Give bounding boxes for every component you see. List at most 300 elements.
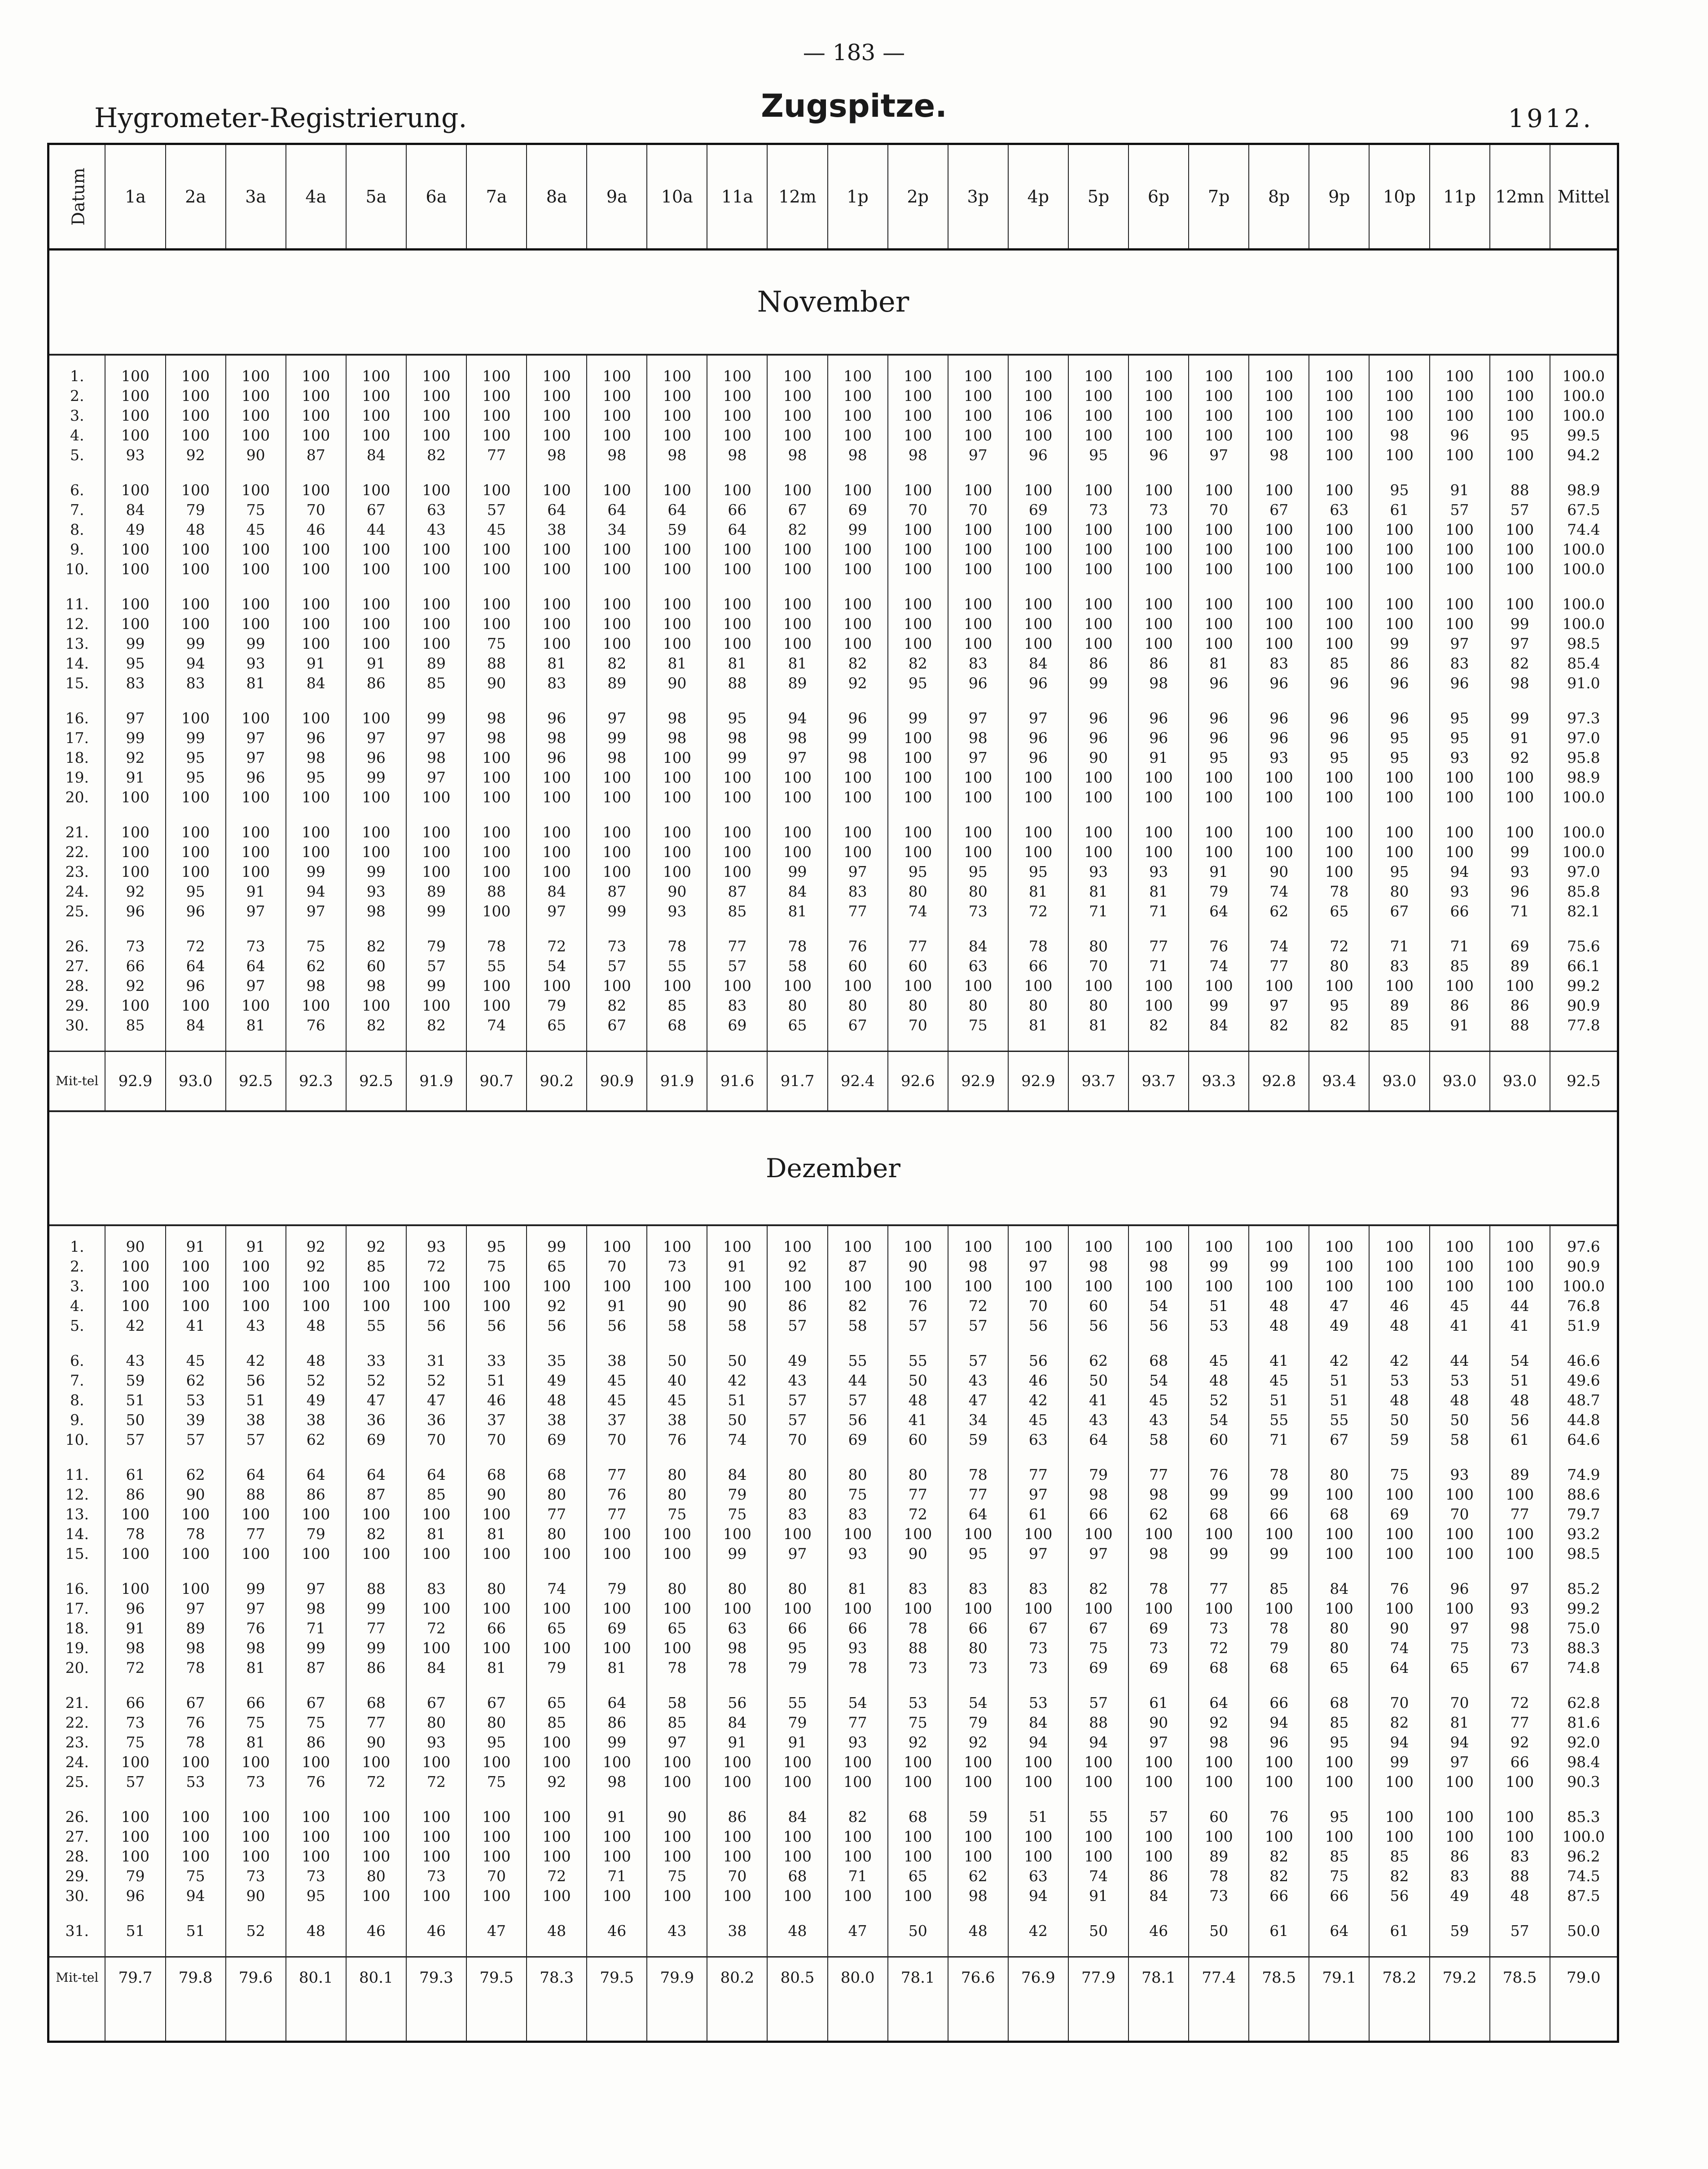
humidity-value: 48 (1490, 1390, 1550, 1410)
humidity-value: 68 (1189, 1505, 1249, 1524)
humidity-value: 45 (1430, 1296, 1490, 1316)
humidity-value: 95 (166, 882, 226, 902)
humidity-value: 82 (1249, 1847, 1309, 1866)
humidity-value: 100 (346, 842, 406, 862)
humidity-value: 95 (466, 1733, 527, 1752)
day-row (48, 1752, 1618, 1772)
hourly-mean: 93.0 (1490, 1052, 1550, 1112)
humidity-value: 100 (226, 426, 286, 445)
humidity-value: 79 (527, 996, 587, 1016)
humidity-value: 93 (647, 902, 707, 921)
humidity-value: 100 (1128, 406, 1189, 426)
humidity-value: 100 (888, 1237, 948, 1257)
humidity-value: 43 (1068, 1410, 1128, 1430)
humidity-value: 80 (647, 1485, 707, 1505)
humidity-value: 100 (1068, 1599, 1128, 1619)
hourly-mean: 93.7 (1068, 1052, 1128, 1112)
humidity-value: 100 (828, 1237, 888, 1257)
humidity-value: 50 (888, 1371, 948, 1390)
humidity-value: 93 (1430, 1465, 1490, 1485)
humidity-value: 100 (587, 862, 647, 882)
humidity-value: 100 (346, 1807, 406, 1827)
humidity-value: 77 (466, 445, 527, 465)
humidity-value: 51 (1309, 1390, 1369, 1410)
humidity-value: 90 (1369, 1619, 1429, 1638)
humidity-value: 95 (1369, 728, 1429, 748)
hourly-mean: 79.2 (1430, 1957, 1490, 1998)
humidity-value: 100 (948, 976, 1008, 996)
humidity-value: 99 (767, 862, 827, 882)
humidity-value: 100 (647, 1886, 707, 1906)
humidity-value: 98 (1189, 1733, 1249, 1752)
humidity-value: 43 (406, 520, 466, 540)
humidity-value: 100 (767, 1524, 827, 1544)
humidity-value: 77 (1490, 1713, 1550, 1733)
hourly-mean: 91.6 (707, 1052, 767, 1112)
humidity-value: 100 (948, 1599, 1008, 1619)
humidity-value: 100 (1189, 614, 1249, 634)
humidity-value: 51 (1309, 1371, 1369, 1390)
humidity-value: 72 (406, 1619, 466, 1638)
humidity-value: 72 (527, 937, 587, 956)
humidity-value: 100 (948, 1524, 1008, 1544)
humidity-value: 57 (948, 1351, 1008, 1371)
humidity-value: 100 (346, 788, 406, 807)
humidity-value: 85 (1249, 1579, 1309, 1599)
humidity-value: 100 (105, 1296, 165, 1316)
humidity-value: 95 (286, 768, 346, 788)
humidity-value: 100 (105, 1544, 165, 1564)
hourly-mean: 90.7 (466, 1052, 527, 1112)
humidity-value: 100 (948, 1752, 1008, 1772)
humidity-value: 80 (1309, 1638, 1369, 1658)
humidity-value: 97 (226, 728, 286, 748)
humidity-value: 100 (527, 976, 587, 996)
day-label: 21. (65, 1694, 89, 1711)
humidity-value: 65 (527, 1257, 587, 1276)
humidity-value: 100 (828, 366, 888, 386)
humidity-value: 100 (647, 366, 707, 386)
humidity-value: 100 (1189, 768, 1249, 788)
humidity-value: 77 (527, 1505, 587, 1524)
humidity-value: 100 (105, 559, 165, 579)
humidity-value: 100 (1309, 1257, 1369, 1276)
humidity-value: 100 (828, 540, 888, 559)
humidity-value: 100 (1189, 1772, 1249, 1792)
humidity-value: 100 (1490, 594, 1550, 614)
humidity-value: 90 (105, 1237, 165, 1257)
humidity-value: 65 (1309, 1658, 1369, 1678)
humidity-value: 100 (527, 788, 587, 807)
day-mean: 97.6 (1550, 1237, 1618, 1257)
humidity-value: 100 (286, 366, 346, 386)
humidity-value: 91 (166, 1237, 226, 1257)
day-mean: 96.2 (1550, 1847, 1618, 1866)
humidity-value: 100 (1369, 1276, 1429, 1296)
humidity-value: 80 (828, 996, 888, 1016)
humidity-value: 100 (166, 823, 226, 842)
humidity-value: 72 (105, 1658, 165, 1678)
humidity-value: 98 (166, 1638, 226, 1658)
humidity-value: 98 (948, 1886, 1008, 1906)
humidity-value: 100 (105, 1807, 165, 1827)
humidity-value: 96 (1068, 728, 1128, 748)
humidity-value: 100 (466, 1276, 527, 1296)
humidity-value: 55 (828, 1351, 888, 1371)
humidity-value: 100 (707, 1599, 767, 1619)
humidity-value: 80 (1309, 1619, 1369, 1638)
humidity-value: 46 (587, 1921, 647, 1941)
humidity-value: 97 (226, 902, 286, 921)
humidity-value: 100 (948, 406, 1008, 426)
humidity-value: 100 (1068, 426, 1128, 445)
humidity-value: 98 (527, 445, 587, 465)
humidity-value: 100 (527, 594, 587, 614)
humidity-value: 93 (346, 882, 406, 902)
humidity-value: 64 (406, 1465, 466, 1485)
humidity-value: 100 (1309, 1827, 1369, 1847)
humidity-value: 100 (466, 614, 527, 634)
day-row (48, 937, 1618, 956)
humidity-value: 100 (1068, 823, 1128, 842)
humidity-value: 69 (1068, 1658, 1128, 1678)
humidity-value: 68 (527, 1465, 587, 1485)
humidity-value: 38 (647, 1410, 707, 1430)
spacer-row (48, 465, 1618, 480)
humidity-value: 94 (286, 882, 346, 902)
humidity-value: 84 (346, 445, 406, 465)
humidity-value: 100 (587, 768, 647, 788)
humidity-value: 100 (767, 788, 827, 807)
humidity-value: 100 (466, 842, 527, 862)
humidity-value: 81 (226, 1658, 286, 1678)
humidity-value: 100 (166, 1257, 226, 1276)
humidity-value: 47 (466, 1921, 527, 1941)
humidity-value: 81 (828, 1579, 888, 1599)
humidity-value: 100 (1309, 406, 1369, 426)
humidity-value: 43 (647, 1921, 707, 1941)
humidity-value: 100 (466, 1505, 527, 1524)
day-label: 6. (70, 481, 84, 499)
humidity-value: 82 (587, 654, 647, 673)
day-row (48, 1847, 1618, 1866)
humidity-value: 66 (1068, 1505, 1128, 1524)
humidity-value: 73 (948, 902, 1008, 921)
humidity-value: 100 (286, 1807, 346, 1827)
hourly-mean: 77.4 (1189, 1957, 1249, 1998)
humidity-value: 100 (1128, 1752, 1189, 1772)
humidity-value: 93 (406, 1733, 466, 1752)
humidity-value: 89 (1490, 956, 1550, 976)
month-title: Dezember (48, 1111, 1618, 1225)
humidity-value: 100 (406, 559, 466, 579)
humidity-value: 50 (105, 1410, 165, 1430)
humidity-value: 57 (105, 1772, 165, 1792)
humidity-value: 93 (1490, 1599, 1550, 1619)
humidity-value: 98 (888, 445, 948, 465)
humidity-value: 100 (527, 1827, 587, 1847)
day-mean: 100.0 (1550, 614, 1618, 634)
humidity-value: 100 (767, 842, 827, 862)
humidity-value: 100 (1309, 614, 1369, 634)
day-label: 15. (65, 674, 89, 692)
humidity-value: 53 (166, 1390, 226, 1410)
humidity-value: 91 (1430, 480, 1490, 500)
humidity-value: 67 (1309, 1430, 1369, 1450)
humidity-value: 48 (166, 520, 226, 540)
hour-header: 7a (466, 144, 527, 250)
day-row (48, 366, 1618, 386)
humidity-value: 78 (166, 1733, 226, 1752)
spacer-row (48, 1941, 1618, 1957)
humidity-value: 100 (1309, 634, 1369, 654)
humidity-value: 74 (888, 902, 948, 921)
humidity-value: 77 (226, 1524, 286, 1544)
humidity-value: 79 (1068, 1465, 1128, 1485)
humidity-value: 84 (105, 500, 165, 520)
humidity-value: 99 (1490, 614, 1550, 634)
humidity-value: 100 (1490, 823, 1550, 842)
humidity-value: 100 (466, 1807, 527, 1827)
humidity-value: 50 (647, 1351, 707, 1371)
humidity-value: 99 (587, 1733, 647, 1752)
hour-header: 3p (948, 144, 1008, 250)
humidity-value: 42 (1008, 1390, 1068, 1410)
humidity-value: 70 (1430, 1693, 1490, 1713)
humidity-value: 100 (1430, 1599, 1490, 1619)
humidity-value: 71 (587, 1866, 647, 1886)
table-subject: Hygrometer-Registrierung. (94, 102, 467, 134)
humidity-value: 91 (1430, 1016, 1490, 1035)
humidity-value: 100 (1430, 594, 1490, 614)
day-row (48, 1693, 1618, 1713)
humidity-value: 100 (466, 1827, 527, 1847)
humidity-value: 56 (828, 1410, 888, 1430)
day-mean: 91.0 (1550, 673, 1618, 693)
humidity-value: 54 (948, 1693, 1008, 1713)
humidity-value: 78 (466, 937, 527, 956)
humidity-value: 100 (948, 1772, 1008, 1792)
day-mean: 46.6 (1550, 1351, 1618, 1371)
humidity-value: 57 (1068, 1693, 1128, 1713)
humidity-value: 57 (1490, 1921, 1550, 1941)
day-row (48, 1296, 1618, 1316)
humidity-value: 86 (1128, 1866, 1189, 1886)
year-label: 1912. (1508, 104, 1594, 133)
humidity-value: 72 (527, 1866, 587, 1886)
humidity-value: 100 (1189, 842, 1249, 862)
humidity-value: 56 (587, 1316, 647, 1336)
humidity-value: 100 (1189, 540, 1249, 559)
humidity-value: 50 (1369, 1410, 1429, 1430)
humidity-value: 99 (346, 862, 406, 882)
humidity-value: 76 (166, 1713, 226, 1733)
humidity-value: 60 (888, 1430, 948, 1450)
humidity-value: 50 (707, 1410, 767, 1430)
humidity-value: 100 (707, 540, 767, 559)
humidity-value: 100 (1309, 1544, 1369, 1564)
humidity-value: 81 (1430, 1713, 1490, 1733)
humidity-value: 100 (1008, 768, 1068, 788)
humidity-value: 75 (466, 1257, 527, 1276)
humidity-value: 58 (647, 1693, 707, 1713)
humidity-value: 91 (1128, 748, 1189, 768)
humidity-value: 88 (1490, 480, 1550, 500)
humidity-value: 69 (1490, 937, 1550, 956)
humidity-value: 64 (226, 956, 286, 976)
humidity-value: 84 (527, 882, 587, 902)
humidity-value: 66 (1430, 902, 1490, 921)
humidity-value: 60 (346, 956, 406, 976)
humidity-value: 100 (587, 386, 647, 406)
humidity-value: 98 (587, 1772, 647, 1792)
humidity-value: 65 (767, 1016, 827, 1035)
humidity-value: 73 (888, 1658, 948, 1678)
humidity-value: 100 (647, 842, 707, 862)
humidity-value: 92 (1189, 1713, 1249, 1733)
humidity-value: 92 (948, 1733, 1008, 1752)
humidity-value: 100 (286, 1296, 346, 1316)
humidity-value: 70 (466, 1430, 527, 1450)
humidity-value: 67 (767, 500, 827, 520)
humidity-value: 86 (587, 1713, 647, 1733)
humidity-value: 100 (105, 1827, 165, 1847)
humidity-value: 76 (1189, 1465, 1249, 1485)
humidity-value: 73 (105, 937, 165, 956)
humidity-value: 100 (707, 426, 767, 445)
humidity-value: 100 (1369, 386, 1429, 406)
humidity-value: 100 (707, 788, 767, 807)
humidity-value: 45 (226, 520, 286, 540)
humidity-value: 67 (286, 1693, 346, 1713)
day-label: 18. (65, 749, 89, 766)
humidity-value: 100 (888, 426, 948, 445)
day-label: 16. (65, 1580, 89, 1597)
humidity-value: 93 (828, 1638, 888, 1658)
humidity-value: 95 (466, 1237, 527, 1257)
humidity-value: 100 (466, 996, 527, 1016)
day-mean: 75.0 (1550, 1619, 1618, 1638)
humidity-value: 73 (647, 1257, 707, 1276)
humidity-value: 75 (707, 1505, 767, 1524)
humidity-value: 100 (1369, 1485, 1429, 1505)
humidity-value: 70 (948, 500, 1008, 520)
humidity-value: 97 (1008, 1485, 1068, 1505)
day-label: 10. (65, 560, 89, 578)
humidity-value: 98 (707, 445, 767, 465)
humidity-value: 100 (1309, 1237, 1369, 1257)
humidity-value: 100 (406, 406, 466, 426)
humidity-value: 94 (1430, 862, 1490, 882)
day-label: 14. (65, 1525, 89, 1543)
humidity-value: 97 (828, 862, 888, 882)
humidity-value: 100 (226, 996, 286, 1016)
humidity-value: 100 (1369, 1544, 1429, 1564)
humidity-value: 100 (948, 480, 1008, 500)
day-mean: 100.0 (1550, 406, 1618, 426)
hourly-mean: 80.1 (286, 1957, 346, 1998)
humidity-value: 82 (1068, 1579, 1128, 1599)
humidity-value: 100 (647, 823, 707, 842)
humidity-value: 89 (406, 882, 466, 902)
humidity-value: 100 (346, 1847, 406, 1866)
humidity-value: 100 (406, 1638, 466, 1658)
humidity-value: 78 (767, 937, 827, 956)
humidity-value: 100 (1068, 540, 1128, 559)
hour-header: 11a (707, 144, 767, 250)
day-label: 25. (65, 1773, 89, 1791)
humidity-value: 81 (707, 654, 767, 673)
humidity-value: 79 (166, 500, 226, 520)
humidity-value: 82 (346, 937, 406, 956)
humidity-value: 100 (226, 366, 286, 386)
humidity-value: 100 (1369, 1257, 1429, 1276)
humidity-value: 100 (286, 614, 346, 634)
humidity-value: 84 (166, 1016, 226, 1035)
day-row (48, 634, 1618, 654)
humidity-value: 87 (286, 445, 346, 465)
humidity-value: 89 (587, 673, 647, 693)
station-title: Zugspitze. (761, 88, 947, 124)
humidity-value: 86 (707, 1807, 767, 1827)
humidity-value: 100 (1369, 520, 1429, 540)
humidity-value: 67 (1249, 500, 1309, 520)
humidity-value: 96 (105, 902, 165, 921)
humidity-value: 70 (1008, 1296, 1068, 1316)
humidity-value: 85 (707, 902, 767, 921)
humidity-value: 65 (527, 1693, 587, 1713)
humidity-value: 100 (226, 1544, 286, 1564)
humidity-value: 99 (105, 728, 165, 748)
humidity-value: 94 (1008, 1733, 1068, 1752)
humidity-value: 77 (1008, 1465, 1068, 1485)
hourly-mean: 92.8 (1249, 1052, 1309, 1112)
humidity-value: 100 (888, 366, 948, 386)
humidity-value: 56 (1490, 1410, 1550, 1430)
humidity-value: 100 (1309, 788, 1369, 807)
humidity-value: 73 (226, 1772, 286, 1792)
humidity-value: 100 (1490, 445, 1550, 465)
hourly-mean: 90.2 (527, 1052, 587, 1112)
spacer-row (48, 1035, 1618, 1052)
humidity-value: 100 (948, 842, 1008, 862)
humidity-value: 100 (1128, 634, 1189, 654)
humidity-value: 100 (105, 594, 165, 614)
humidity-value: 56 (1068, 1316, 1128, 1336)
humidity-value: 96 (105, 1886, 165, 1906)
humidity-value: 88 (226, 1485, 286, 1505)
humidity-value: 77 (1189, 1579, 1249, 1599)
day-mean: 64.6 (1550, 1430, 1618, 1450)
humidity-value: 82 (1490, 654, 1550, 673)
day-label: 30. (65, 1016, 89, 1034)
humidity-value: 73 (406, 1866, 466, 1886)
day-label: 30. (65, 1887, 89, 1905)
humidity-value: 100 (767, 1847, 827, 1866)
humidity-value: 74 (466, 1016, 527, 1035)
hour-header: 8a (527, 144, 587, 250)
humidity-value: 100 (888, 520, 948, 540)
humidity-value: 95 (948, 862, 1008, 882)
humidity-value: 66 (1008, 956, 1068, 976)
humidity-value: 66 (828, 1619, 888, 1638)
day-label: 19. (65, 769, 89, 786)
spacer-row (48, 693, 1618, 708)
humidity-value: 100 (466, 426, 527, 445)
humidity-value: 64 (1189, 902, 1249, 921)
humidity-value: 100 (105, 426, 165, 445)
humidity-value: 49 (286, 1390, 346, 1410)
